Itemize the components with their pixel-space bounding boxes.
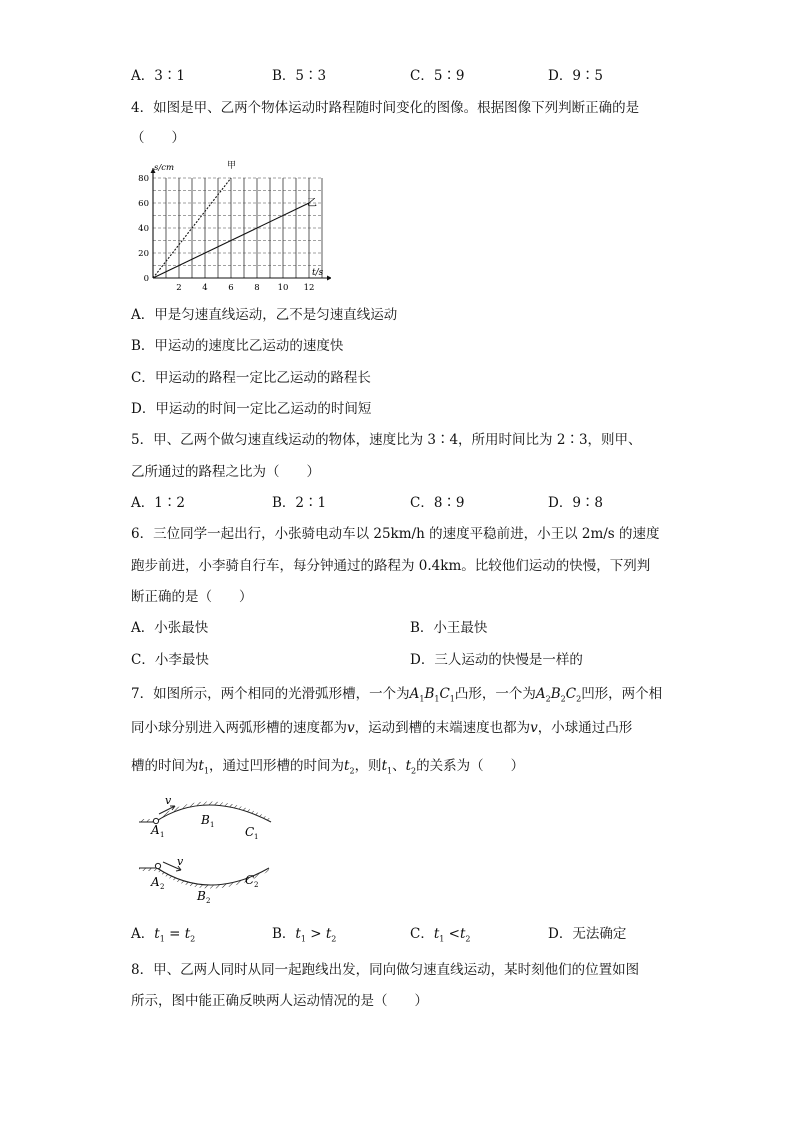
x-tick-label: 12 <box>303 283 315 293</box>
q5-stem-line1: 5．甲、乙两个做匀速直线运动的物体，速度比为 3∶4，所用时间比为 2∶3，则甲、 <box>131 432 642 448</box>
q7-option-a: A．$t_1 = t_2$ <box>131 926 196 944</box>
y-tick-label: 0 <box>143 274 149 284</box>
q7-option-d: D．无法确定 <box>548 926 627 942</box>
q5-stem-line2: 乙所通过的路程之比为（ ） <box>131 464 320 480</box>
q4-chart <box>131 158 331 296</box>
x-tick-label: 4 <box>202 283 208 293</box>
x-axis-arrow <box>327 276 331 281</box>
q8-stem-line1: 8．甲、乙两人同时从同一起跑线出发，同向做匀速直线运动，某时刻他们的位置如图 <box>131 962 640 978</box>
x-tick-label: 6 <box>228 283 234 293</box>
chart-axes <box>151 168 332 281</box>
svg-text:1: 1 <box>254 833 259 841</box>
svg-text:A: A <box>151 875 160 889</box>
x-tick-label: 8 <box>254 283 260 293</box>
q3-option-a: A．3∶1 <box>131 68 185 84</box>
q4-option-a: A．甲是匀速直线运动，乙不是匀速直线运动 <box>131 307 398 323</box>
y-tick-label: 80 <box>138 174 149 184</box>
x-tick-label: 2 <box>176 283 182 293</box>
q6-option-c: C．小李最快 <box>131 652 209 668</box>
q3-option-b: B．5∶3 <box>272 68 327 84</box>
q6-stem-line2: 跑步前进，小李骑自行车，每分钟通过的路程为 0.4km。比较他们运动的快慢，下列判 <box>131 558 651 574</box>
q6-option-b: B．小王最快 <box>410 620 488 636</box>
q5-option-c: C．8∶9 <box>410 495 465 511</box>
q5-option-a: A．1∶2 <box>131 495 185 511</box>
svg-text:2: 2 <box>254 881 259 889</box>
series-label-jia: 甲 <box>227 161 237 171</box>
x-tick-label: 10 <box>277 283 289 293</box>
q7-stem-line3: 槽的时间为$t_1$，通过凹形槽的时间为$t_2$，则$t_1$、$t_2$的关系为（ ） <box>131 758 525 776</box>
q4-option-d: D．甲运动的时间一定比乙运动的时间短 <box>131 401 372 417</box>
ball-bottom <box>155 863 160 868</box>
q7-figure <box>131 792 281 910</box>
svg-text:1: 1 <box>160 831 165 839</box>
q7-option-b: B．$t_1 > t_2$ <box>272 926 337 944</box>
svg-text:v: v <box>165 794 172 807</box>
q6-stem-line1: 6．三位同学一起出行，小张骑电动车以 25km/h 的速度平稳前进，小王以 2m/s 的速度 <box>131 526 660 542</box>
q6-stem-line3: 断正确的是（ ） <box>131 589 253 605</box>
q7-option-c: C．$t_1 <t_2$ <box>410 926 471 944</box>
svg-text:C: C <box>245 825 255 839</box>
svg-text:v: v <box>177 855 184 868</box>
q8-stem-line2: 所示，图中能正确反映两人运动情况的是（ ） <box>131 993 428 1009</box>
svg-text:A: A <box>151 823 160 837</box>
y-axis-label: s/cm <box>154 163 175 173</box>
x-axis-label: t/s <box>312 268 324 278</box>
svg-text:B: B <box>201 813 210 827</box>
q6-option-a: A．小张最快 <box>131 620 209 636</box>
y-tick-label: 20 <box>138 249 149 259</box>
q4-option-c: C．甲运动的路程一定比乙运动的路程长 <box>131 370 371 386</box>
svg-text:1: 1 <box>210 821 215 829</box>
svg-text:B: B <box>197 889 206 903</box>
q4-stem-line1: 4．如图是甲、乙两个物体运动时路程随时间变化的图像。根据图像下列判断正确的是 <box>131 100 640 116</box>
q7-stem-line2: 同小球分别进入两弧形槽的速度都为v，运动到槽的末端速度也都为v，小球通过凸形 <box>131 720 633 736</box>
chart-ticks <box>138 174 314 293</box>
svg-text:2: 2 <box>206 897 211 905</box>
y-tick-label: 40 <box>138 224 149 234</box>
q6-option-d: D．三人运动的快慢是一样的 <box>410 652 583 668</box>
q5-option-b: B．2∶1 <box>272 495 327 511</box>
q5-option-d: D．9∶8 <box>548 495 604 511</box>
q3-option-c: C．5∶9 <box>410 68 465 84</box>
q3-option-d: D．9∶5 <box>548 68 604 84</box>
series-label-yi: 乙 <box>307 198 317 209</box>
chart-grid <box>153 178 322 278</box>
svg-text:2: 2 <box>160 883 165 891</box>
q4-stem-line2: （ ） <box>131 130 185 146</box>
q7-stem-line1: 7．如图所示，两个相同的光滑弧形槽，一个为$A_1B_1C_1$凸形，一个为$A_2B_2C_2$凹形，两个相 <box>131 686 663 704</box>
q4-option-b: B．甲运动的速度比乙运动的速度快 <box>131 338 344 354</box>
svg-text:C: C <box>245 873 255 887</box>
y-tick-label: 60 <box>138 199 149 209</box>
